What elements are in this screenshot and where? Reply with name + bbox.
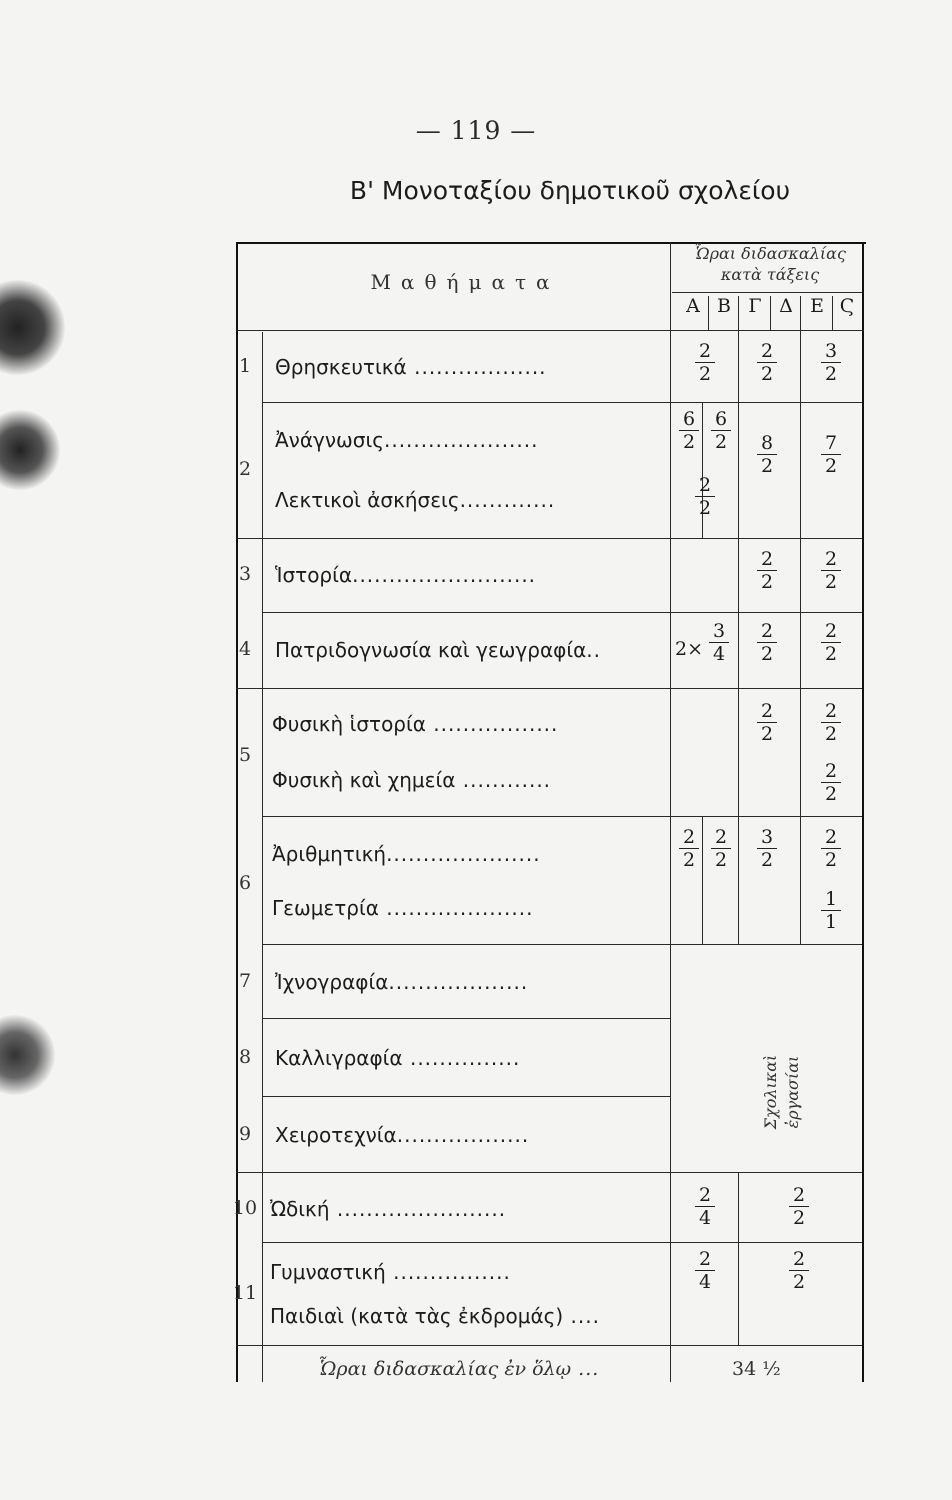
row-divider <box>262 1242 862 1243</box>
hours-fraction: $\frac{2}{2}$ <box>816 760 846 805</box>
row-divider <box>236 538 862 539</box>
row-number: 4 <box>238 638 252 660</box>
subject-name: Χειροτεχνία.................. <box>275 1123 530 1147</box>
grade-header-divider <box>708 296 709 330</box>
hours-fraction: $\frac{2}{2}$ <box>816 620 846 665</box>
subject-name: Θρησκευτικά .................. <box>275 355 547 379</box>
hours-fraction: $\frac{6}{2}$ <box>674 408 704 453</box>
hours-fraction: $\frac{2}{2}$ <box>706 826 736 871</box>
row-number: 8 <box>238 1046 252 1068</box>
ink-smudge <box>0 1015 55 1095</box>
workshop-label: Σχολικαὶ ἐργασίαι <box>761 1054 802 1130</box>
row-divider <box>262 402 862 403</box>
hours-fraction: $\frac{2}{2}$ <box>752 340 782 385</box>
hours-fraction: $\frac{1}{1}$ <box>816 888 846 933</box>
row-number: 3 <box>238 563 252 585</box>
subject-name: Γυμναστική ................ <box>270 1260 511 1284</box>
subject-name: Ἀνάγνωσις..................... <box>275 428 539 452</box>
header-divider <box>672 292 862 293</box>
hours-fraction: $\frac{2}{2}$ <box>690 340 720 385</box>
hours-fraction: $\frac{6}{2}$ <box>706 408 736 453</box>
grade-header-divider <box>800 296 801 330</box>
row-number: 1 <box>238 355 252 377</box>
hours-fraction: $\frac{2}{2}$ <box>752 700 782 745</box>
page-title: Β' Μονοταξίου δημοτικοῦ σχολείου <box>349 176 791 205</box>
grade-label-e: Ε <box>810 295 824 317</box>
row-divider <box>262 1018 670 1019</box>
hours-fraction: $\frac{7}{2}$ <box>816 432 846 477</box>
hours-fraction: $\frac{2}{4}$ <box>690 1184 720 1229</box>
subject-name: Ἰχνογραφία................... <box>275 970 529 994</box>
row-number: 6 <box>238 872 252 894</box>
grade-header-divider <box>770 296 771 330</box>
ink-smudge <box>0 280 65 375</box>
grade-divider <box>738 1172 739 1345</box>
header-subjects: Μαθήματα <box>370 270 560 294</box>
header-bottom <box>236 330 864 331</box>
hours-fraction: $\frac{2}{2}$ <box>816 700 846 745</box>
row-number: 5 <box>238 744 252 766</box>
row-number: 7 <box>238 970 252 992</box>
hours-fraction: $\frac{2}{4}$ <box>690 1248 720 1293</box>
hours-fraction: $\frac{2}{2}$ <box>784 1184 814 1229</box>
hours-fraction: $\frac{2}{2}$ <box>784 1248 814 1293</box>
hours-fraction: $\frac{2}{2}$ <box>816 548 846 593</box>
grade-label-f: Ϛ <box>839 295 855 317</box>
row-divider <box>236 1172 862 1173</box>
header-hours: Ὧραι διδασκαλίας κατὰ τάξεις <box>694 244 846 284</box>
grade-label-d: Δ <box>779 295 793 317</box>
total-label: Ὧραι διδασκαλίας ἐν ὅλῳ ... <box>318 1358 600 1380</box>
page-number: — 119 — <box>415 116 537 145</box>
subject-name: Ὠδική ....................... <box>270 1197 507 1221</box>
ink-smudge <box>0 410 60 490</box>
subject-name: Πατριδογνωσία καὶ γεωγραφία.. <box>275 638 602 662</box>
hours-fraction: $\frac{2}{2}$ <box>674 826 704 871</box>
row-divider <box>236 688 862 689</box>
row-number: 2 <box>238 458 252 480</box>
row-divider <box>236 1345 862 1346</box>
grade-label-b: Β <box>717 295 731 317</box>
grade-divider <box>738 330 739 944</box>
subject-name: Παιδιαὶ (κατὰ τὰς ἐκδρομάς) .... <box>270 1304 600 1328</box>
hours-fraction: $\frac{3}{2}$ <box>752 826 782 871</box>
hours-fraction: $\frac{2}{2}$ <box>816 826 846 871</box>
row-number: 9 <box>238 1123 252 1145</box>
grade-label-c: Γ <box>748 295 762 317</box>
subject-name: Καλλιγραφία ............... <box>275 1046 521 1070</box>
grade-header-divider <box>738 296 739 330</box>
grade-label-a: Α <box>686 295 700 317</box>
hours-fraction: $\frac{8}{2}$ <box>752 432 782 477</box>
hours-fraction: $\frac{3}{4}$ <box>704 620 734 665</box>
subject-name: Λεκτικοὶ ἀσκήσεις............. <box>275 488 556 512</box>
grade-divider <box>800 330 801 944</box>
hours-fraction: $\frac{2}{2}$ <box>690 474 720 519</box>
subject-name: Φυσικὴ ἱστορία ................. <box>272 712 559 736</box>
table-right-border <box>862 242 864 1382</box>
row-divider <box>262 1096 670 1097</box>
row-divider <box>262 816 862 817</box>
grade-header-divider <box>832 296 833 330</box>
row-divider <box>262 944 862 945</box>
subject-name: Φυσικὴ καὶ χημεία ............ <box>272 768 552 792</box>
row-number: 10 <box>232 1197 258 1219</box>
subject-name: Γεωμετρία .................... <box>272 896 534 920</box>
total-value: 34 ½ <box>732 1358 781 1380</box>
num-column-divider <box>262 332 263 1382</box>
hours-multiplier: 2× <box>675 638 704 660</box>
hours-fraction: $\frac{3}{2}$ <box>816 340 846 385</box>
subject-name: Ἱστορία......................... <box>275 563 537 587</box>
row-number: 11 <box>232 1282 258 1304</box>
hours-column-divider <box>670 242 671 1382</box>
hours-fraction: $\frac{2}{2}$ <box>752 548 782 593</box>
row-divider <box>262 612 862 613</box>
subject-name: Ἀριθμητική..................... <box>272 842 541 866</box>
hours-fraction: $\frac{2}{2}$ <box>752 620 782 665</box>
